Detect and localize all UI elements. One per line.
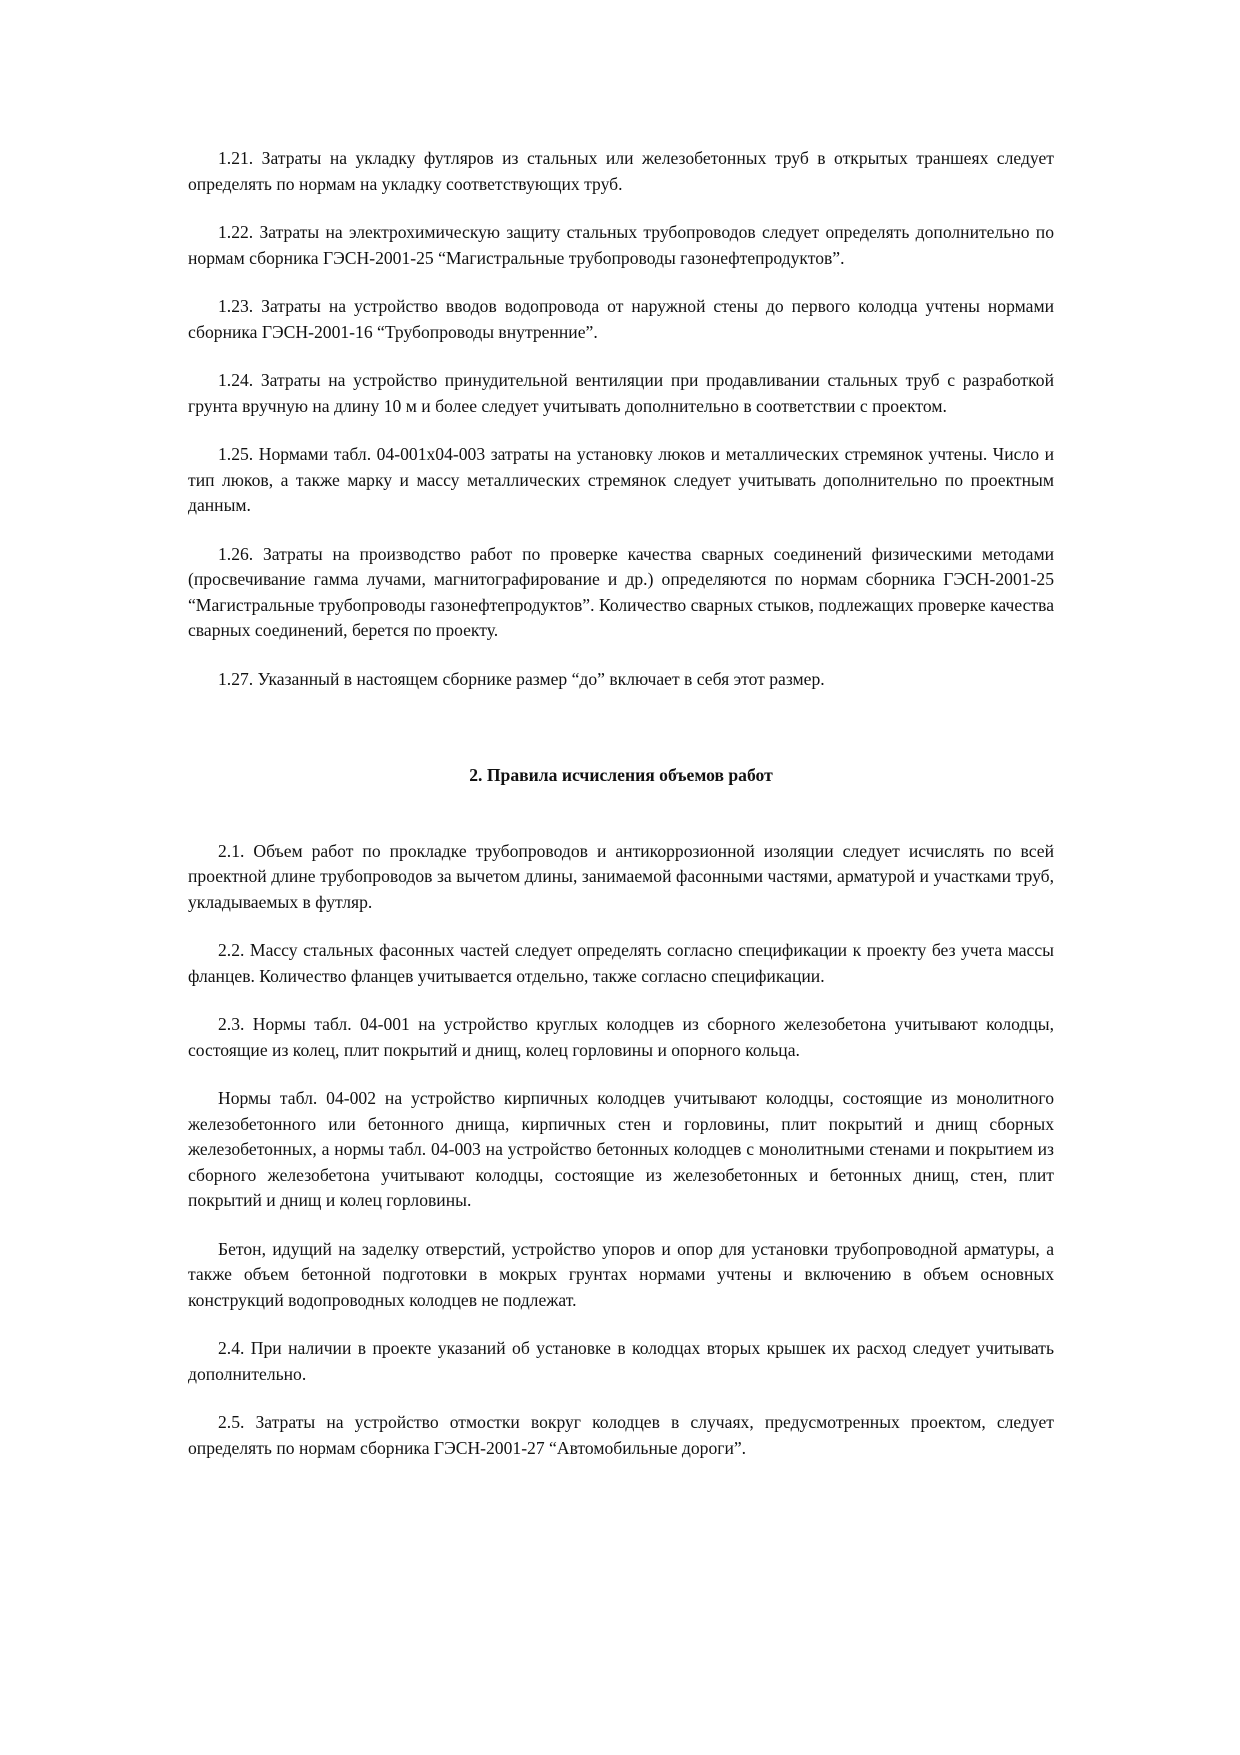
paragraph-2-5: 2.5. Затраты на устройство отмостки вокруг колодцев в случаях, предусмотренных проектом, следует определять по нормам сборника ГЭСН-2001-27 “Автомобильные дороги”. (188, 1412, 1054, 1458)
section-2-heading: 2. Правила исчисления объемов работ (469, 765, 773, 785)
paragraph-1-21: 1.21. Затраты на укладку футляров из стальных или железобетонных труб в открытых траншеях следует определять по нормам на укладку соответствующих труб. (188, 148, 1054, 194)
paragraph-2-2: 2.2. Массу стальных фасонных частей следует определять согласно спецификации к проекту без учета массы фланцев. Количество фланцев учитывается отдельно, также согласно спецификации. (188, 940, 1054, 986)
paragraph-1-22: 1.22. Затраты на электрохимическую защиту стальных трубопроводов следует определять дополнительно по нормам сборника ГЭСН-2001-25 “Магистральные трубопроводы газонефтепродуктов”. (188, 222, 1054, 268)
paragraph-1-24: 1.24. Затраты на устройство принудительной вентиляции при продавливании стальных труб с разработкой грунта вручную на длину 10 м и более следует учитывать дополнительно в соответствии с проектом. (188, 370, 1054, 416)
paragraph-1-23: 1.23. Затраты на устройство вводов водопровода от наружной стены до первого колодца учтены нормами сборника ГЭСН-2001-16 “Трубопроводы внутренние”. (188, 296, 1054, 342)
paragraph-2-3-norms-04-002: Нормы табл. 04-002 на устройство кирпичных колодцев учитывают колодцы, состоящие из монолитного железобетонного или бетонного днища, кирпичных стен и горловины, плит покрытий и днищ сборных железобетонных, а нормы табл. 04-003 на устройство бетонных колодцев с монолитными стенами и покрытием из сборного железобетона учитывают колодцы, состоящие из железобетонных и бетонных днищ, стен, плит покрытий и днищ и колец горловины. (188, 1088, 1054, 1210)
paragraph-1-27: 1.27. Указанный в настоящем сборнике размер “до” включает в себя этот размер. (218, 668, 825, 689)
paragraph-1-26: 1.26. Затраты на производство работ по проверке качества сварных соединений физическими методами (просвечивание гамма лучами, магнитографирование и др.) определяются по нормам сборника ГЭСН-2001-25 “Магистральные трубопроводы газонефтепродуктов”. Количество сварных стыков, подлежащих проверке качества сварных соединений, берется по проекту. (188, 543, 1054, 640)
paragraph-2-4: 2.4. При наличии в проекте указаний об установке в колодцах вторых крышек их расход следует учитывать дополнительно. (188, 1338, 1054, 1384)
paragraph-2-3-concrete: Бетон, идущий на заделку отверстий, устройство упоров и опор для установки трубопроводной арматуры, а также объем бетонной подготовки в мокрых грунтах нормами учтены и включению в объем основных конструкций водопроводных колодцев не подлежат. (188, 1238, 1054, 1310)
paragraph-2-1: 2.1. Объем работ по прокладке трубопроводов и антикоррозионной изоляции следует исчислять по всей проектной длине трубопроводов за вычетом длины, занимаемой фасонными частями, арматурой и участками труб, укладываемых в футляр. (188, 840, 1054, 912)
paragraph-1-25: 1.25. Нормами табл. 04-001х04-003 затраты на установку люков и металлических стремянок учтены. Число и тип люков, а также марку и массу металлических стремянок следует учитывать дополнительно по проектным данным. (188, 444, 1054, 515)
document-page (188, 146, 1054, 1484)
paragraph-2-3: 2.3. Нормы табл. 04-001 на устройство круглых колодцев из сборного железобетона учитывают колодцы, состоящие из колец, плит покрытий и днищ, колец горловины и опорного кольца. (188, 1014, 1054, 1060)
